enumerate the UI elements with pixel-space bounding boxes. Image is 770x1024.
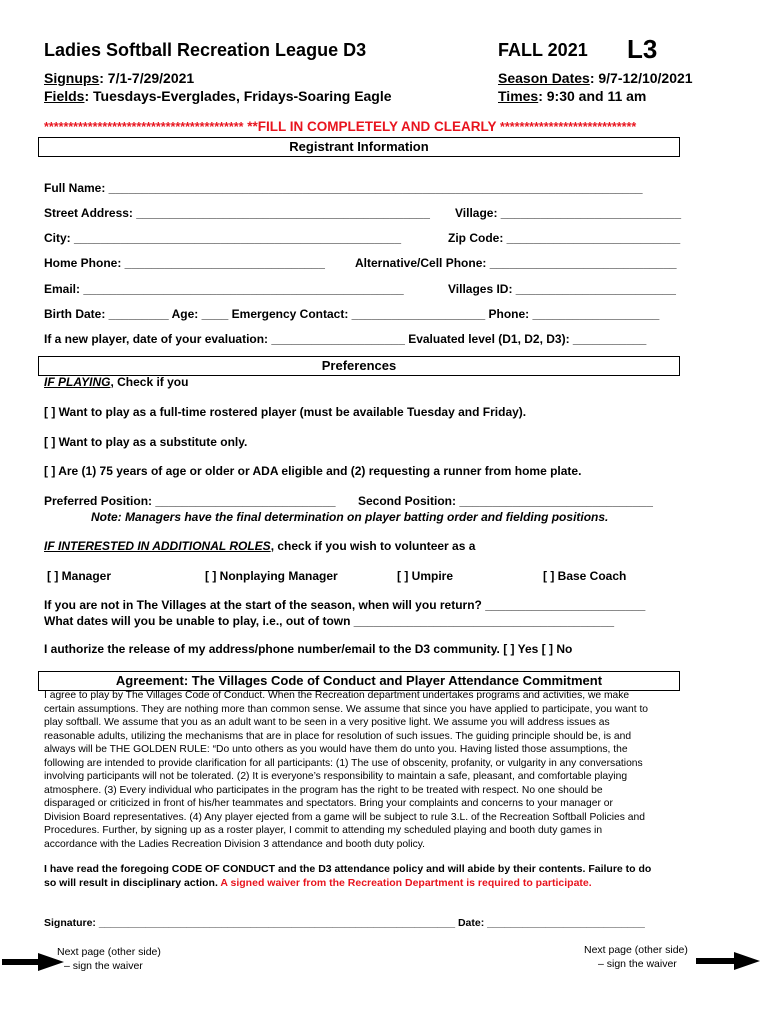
arrow-right-icon [2,952,64,972]
evaluation-line[interactable]: If a new player, date of your evaluation: ____________________ Evaluated level (D1, D2, D3): ___________ [44,332,647,346]
agreement-line: disparaged or criticized in front of his/her teammates and spectators. Bring your complaints and concerns to your manager or [44,798,613,809]
option-full-time[interactable]: [ ] Want to play as a full-time rostered player (must be available Tuesday and Friday). [44,405,527,419]
if-interested-label: IF INTERESTED IN ADDITIONAL ROLES [44,539,271,553]
season-dates-value: : 9/7-12/10/2021 [589,70,693,86]
city-field[interactable]: City: _________________________________________________ [44,231,402,245]
signature-date-line[interactable]: Signature: _____________________________________________________________ Date: ___________________________ [44,917,645,929]
season-dates-label: Season Dates [498,70,590,86]
agreement-line: Division Board representatives. (4) Any player ejected from a game will be subject to rule 3.L. of the Recreation Softball Policies and [44,811,645,823]
agreement-line: certain assumptions. They are nothing more than common sense. We assume that since you have applied to participate, you want to [44,703,649,715]
role-umpire-checkbox[interactable]: [ ] Umpire [397,569,454,583]
arrow-right-icon-2 [696,951,760,971]
second-position-field[interactable]: Second Position: _____________________________ [358,494,653,508]
volunteer-line [44,539,475,553]
agreement-heading: Agreement: The Villages Code of Conduct and Player Attendance Commitment [38,671,680,691]
role-nonplaying-manager-checkbox[interactable]: [ ] Nonplaying Manager [205,569,338,583]
acknowledgement-line-1: I have read the foregoing CODE OF CONDUCT and the D3 attendance policy and will abide by their contents. Failure to do [44,863,652,875]
times-line [498,88,646,104]
banner-stars-right: **************************** [500,120,637,134]
banner-stars-left: ***************************************** [44,120,244,134]
footer-left-line-2: – sign the waiver [64,960,143,972]
manager-note: Note: Managers have the final determination on player batting order and fielding positions. [91,510,609,524]
street-address-field[interactable]: Street Address: ____________________________________________ [44,206,430,220]
agreement-line: involving participants will not be tolerated. (2) It is everyone’s responsibility to maintain a safe, pleasant, and comfortable playing [44,771,628,782]
signups-label: Signups [44,70,100,86]
if-playing-line [44,375,188,389]
village-field[interactable]: Village: ___________________________ [455,206,681,220]
agreement-line: I agree to play by The Villages Code of Conduct. When the Recreation department undertakes programs and activities, we make [44,690,630,701]
authorize-release-line[interactable]: I authorize the release of my address/phone number/email to the D3 community. [ ] Yes [ ] No [44,642,573,656]
full-name-field[interactable]: Full Name: ________________________________________________________________________________ [44,181,643,195]
alt-phone-field[interactable]: Alternative/Cell Phone: ____________________________ [355,256,677,270]
fields-label: Fields [44,88,85,104]
ack-red-text: A signed waiver from the Recreation Department is required to participate. [220,877,592,889]
season-label: FALL 2021 [498,40,588,60]
times-value: : 9:30 and 11 am [538,88,647,104]
check-if-you-text: , Check if you [110,375,189,389]
role-manager-checkbox[interactable]: [ ] Manager [47,569,112,583]
fields-line [44,88,392,104]
option-runner[interactable]: [ ] Are (1) 75 years of age or older or ADA eligible and (2) requesting a runner from home plate. [44,464,582,478]
volunteer-text: , check if you wish to volunteer as a [270,539,476,553]
times-label: Times [498,88,539,104]
option-substitute[interactable]: [ ] Want to play as a substitute only. [44,435,248,449]
role-base-coach-checkbox[interactable]: [ ] Base Coach [543,569,627,583]
preferred-position-field[interactable]: Preferred Position: ___________________________ [44,494,336,508]
season-dates-line [498,70,693,86]
agreement-line: atmosphere. (3) Every individual who participates in the program has the right to be treated with respect. No one should be [44,784,603,796]
home-phone-field[interactable]: Home Phone: ______________________________ [44,256,325,270]
villages-id-field[interactable]: Villages ID: ________________________ [448,282,676,296]
banner-text: **FILL IN COMPLETELY AND CLEARLY [243,119,500,134]
fill-in-banner [44,119,636,134]
footer-left-line-1: Next page (other side) [57,946,161,958]
league-code: L3 [627,34,658,64]
registrant-heading: Registrant Information [38,137,680,157]
footer-right-line-1: Next page (other side) [584,944,688,956]
return-date-field[interactable]: If you are not in The Villages at the start of the season, when will you return? ________________________ [44,598,646,612]
agreement-line: reasonable adults, utilizing the mechanisms that are in place for resolution of such issues. The guiding principle should be, is and [44,730,632,742]
acknowledgement-line-2 [44,877,592,889]
zip-code-field[interactable]: Zip Code: __________________________ [448,231,681,245]
if-playing-label: IF PLAYING [44,375,111,389]
agreement-line: following are intended to provide clarification for all participants: (1) The use of obscenity, profanity, or vulgarity in any conversations [44,757,643,769]
signups-value: : 7/1-7/29/2021 [99,70,195,86]
agreement-line: accordance with the Ladies Recreation Division 3 attendance and booth duty policy. [44,838,426,850]
fields-value: : Tuesdays-Everglades, Fridays-Soaring Eagle [84,88,392,104]
unavailable-dates-field[interactable]: What dates will you be unable to play, i.e., out of town _______________________________________ [44,614,615,628]
signups-line [44,70,194,86]
birth-age-emergency-line[interactable]: Birth Date: _________ Age: ____ Emergency Contact: ____________________ Phone: ___________________ [44,307,660,321]
ack-black-text: so will result in disciplinary action. [44,877,221,889]
footer-right-line-2: – sign the waiver [598,958,677,970]
agreement-line: Procedures. Further, by signing up as a roster player, I commit to attending my scheduled playing and booth duty games in [44,825,603,836]
preferences-heading: Preferences [38,356,680,376]
form-title: Ladies Softball Recreation League D3 [44,40,367,60]
agreement-line: always will be THE GOLDEN RULE: “Do unto others as you would have them do unto you. Having listed those assumptions, the [44,744,628,755]
email-field[interactable]: Email: ________________________________________________ [44,282,404,296]
agreement-line: play softball. We assume that you as an adult want to be seen in a very positive light. We assume you will address issues as [44,717,610,728]
